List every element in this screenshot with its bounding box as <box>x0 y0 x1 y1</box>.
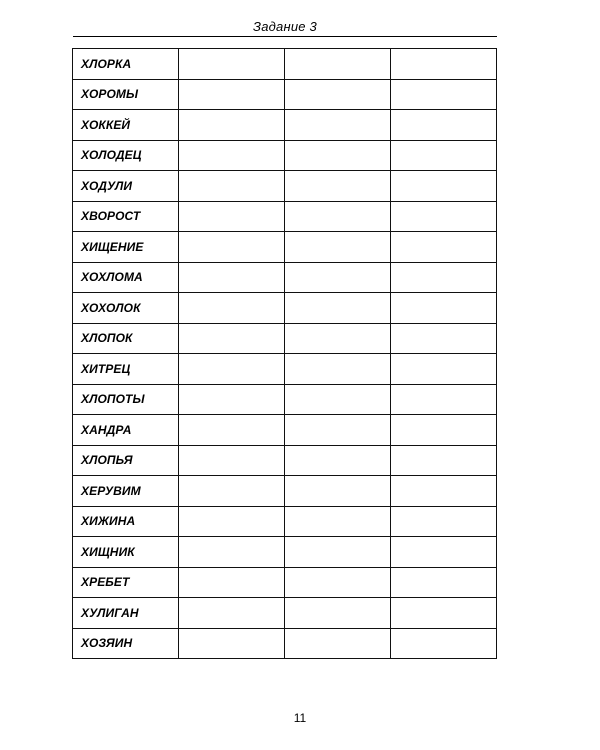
answer-cell-3[interactable] <box>391 140 497 171</box>
answer-cell-2[interactable] <box>285 201 391 232</box>
answer-cell-1[interactable] <box>179 262 285 293</box>
answer-cell-3[interactable] <box>391 445 497 476</box>
answer-cell-2[interactable] <box>285 567 391 598</box>
word-label: ХВОРОСТ <box>81 209 141 224</box>
word-cell <box>73 201 179 232</box>
answer-cell-3[interactable] <box>391 476 497 507</box>
answer-cell-2[interactable] <box>285 79 391 110</box>
answer-cell-3[interactable] <box>391 628 497 659</box>
word-cell <box>73 354 179 385</box>
table-row <box>73 49 497 80</box>
answer-cell-3[interactable] <box>391 171 497 202</box>
page-number: 11 <box>293 711 307 725</box>
word-label: ХЛОПОТЫ <box>81 392 145 407</box>
answer-cell-3[interactable] <box>391 598 497 629</box>
table-row <box>73 415 497 446</box>
answer-cell-1[interactable] <box>179 201 285 232</box>
answer-cell-1[interactable] <box>179 171 285 202</box>
answer-cell-2[interactable] <box>285 140 391 171</box>
answer-cell-1[interactable] <box>179 110 285 141</box>
table-row <box>73 110 497 141</box>
answer-cell-1[interactable] <box>179 537 285 568</box>
word-cell <box>73 567 179 598</box>
table-row <box>73 323 497 354</box>
word-label: ХОЗЯИН <box>81 636 133 651</box>
table-row <box>73 354 497 385</box>
word-cell <box>73 110 179 141</box>
word-cell <box>73 598 179 629</box>
word-cell <box>73 537 179 568</box>
word-cell <box>73 49 179 80</box>
answer-cell-2[interactable] <box>285 506 391 537</box>
table-row <box>73 79 497 110</box>
word-label: ХЛОПОК <box>81 331 133 346</box>
answer-cell-2[interactable] <box>285 262 391 293</box>
answer-cell-1[interactable] <box>179 506 285 537</box>
answer-cell-3[interactable] <box>391 567 497 598</box>
table-row <box>73 171 497 202</box>
table-row <box>73 445 497 476</box>
answer-cell-1[interactable] <box>179 476 285 507</box>
word-label: ХИТРЕЦ <box>81 361 131 376</box>
answer-cell-2[interactable] <box>285 232 391 263</box>
answer-cell-3[interactable] <box>391 293 497 324</box>
answer-cell-3[interactable] <box>391 384 497 415</box>
word-cell <box>73 476 179 507</box>
word-cell <box>73 262 179 293</box>
answer-cell-3[interactable] <box>391 49 497 80</box>
word-table-body <box>73 49 497 659</box>
word-label: ХЛОРКА <box>81 56 132 71</box>
answer-cell-2[interactable] <box>285 628 391 659</box>
word-label: ХИЩЕНИЕ <box>81 239 144 254</box>
word-cell <box>73 140 179 171</box>
word-label: ХУЛИГАН <box>81 605 139 620</box>
answer-cell-1[interactable] <box>179 354 285 385</box>
answer-cell-1[interactable] <box>179 415 285 446</box>
table-row <box>73 537 497 568</box>
table-row <box>73 232 497 263</box>
answer-cell-3[interactable] <box>391 232 497 263</box>
table-row <box>73 293 497 324</box>
answer-cell-3[interactable] <box>391 110 497 141</box>
answer-cell-3[interactable] <box>391 262 497 293</box>
answer-cell-3[interactable] <box>391 354 497 385</box>
answer-cell-1[interactable] <box>179 384 285 415</box>
answer-cell-1[interactable] <box>179 79 285 110</box>
word-table <box>72 48 497 659</box>
word-cell <box>73 79 179 110</box>
answer-cell-1[interactable] <box>179 293 285 324</box>
answer-cell-2[interactable] <box>285 445 391 476</box>
word-label: ХЛОПЬЯ <box>81 453 133 468</box>
answer-cell-1[interactable] <box>179 232 285 263</box>
word-label: ХОХОЛОК <box>81 300 141 315</box>
answer-cell-1[interactable] <box>179 445 285 476</box>
answer-cell-1[interactable] <box>179 323 285 354</box>
word-cell <box>73 323 179 354</box>
word-cell <box>73 171 179 202</box>
table-row <box>73 506 497 537</box>
word-label: ХОДУЛИ <box>81 178 133 193</box>
word-label: ХОЛОДЕЦ <box>81 148 142 163</box>
word-cell <box>73 232 179 263</box>
word-cell <box>73 384 179 415</box>
word-label: ХИЩНИК <box>81 544 135 559</box>
answer-cell-2[interactable] <box>285 354 391 385</box>
table-row <box>73 140 497 171</box>
page-title: Задание 3 <box>253 19 317 34</box>
table-row <box>73 262 497 293</box>
table-row <box>73 384 497 415</box>
word-cell <box>73 415 179 446</box>
table-row <box>73 201 497 232</box>
answer-cell-1[interactable] <box>179 567 285 598</box>
answer-cell-2[interactable] <box>285 537 391 568</box>
answer-cell-3[interactable] <box>391 79 497 110</box>
answer-cell-2[interactable] <box>285 415 391 446</box>
answer-cell-3[interactable] <box>391 506 497 537</box>
table-row <box>73 567 497 598</box>
word-label: ХОХЛОМА <box>81 270 143 285</box>
answer-cell-3[interactable] <box>391 537 497 568</box>
answer-cell-1[interactable] <box>179 49 285 80</box>
table-row <box>73 598 497 629</box>
table-row <box>73 476 497 507</box>
answer-cell-2[interactable] <box>285 171 391 202</box>
word-label: ХЕРУВИМ <box>81 483 141 498</box>
word-cell <box>73 628 179 659</box>
answer-cell-1[interactable] <box>179 628 285 659</box>
answer-cell-3[interactable] <box>391 415 497 446</box>
answer-cell-2[interactable] <box>285 49 391 80</box>
answer-cell-3[interactable] <box>391 201 497 232</box>
word-label: ХОККЕЙ <box>81 117 131 132</box>
answer-cell-3[interactable] <box>391 323 497 354</box>
word-label: ХРЕБЕТ <box>81 575 130 590</box>
answer-cell-1[interactable] <box>179 598 285 629</box>
table-row <box>73 628 497 659</box>
word-cell <box>73 506 179 537</box>
answer-cell-2[interactable] <box>285 598 391 629</box>
answer-cell-2[interactable] <box>285 293 391 324</box>
answer-cell-2[interactable] <box>285 476 391 507</box>
answer-cell-2[interactable] <box>285 323 391 354</box>
word-label: ХАНДРА <box>81 422 132 437</box>
page-header <box>73 18 497 37</box>
word-cell <box>73 445 179 476</box>
answer-cell-1[interactable] <box>179 140 285 171</box>
answer-cell-2[interactable] <box>285 110 391 141</box>
word-cell <box>73 293 179 324</box>
answer-cell-2[interactable] <box>285 384 391 415</box>
word-label: ХИЖИНА <box>81 514 136 529</box>
word-label: ХОРОМЫ <box>81 87 139 102</box>
